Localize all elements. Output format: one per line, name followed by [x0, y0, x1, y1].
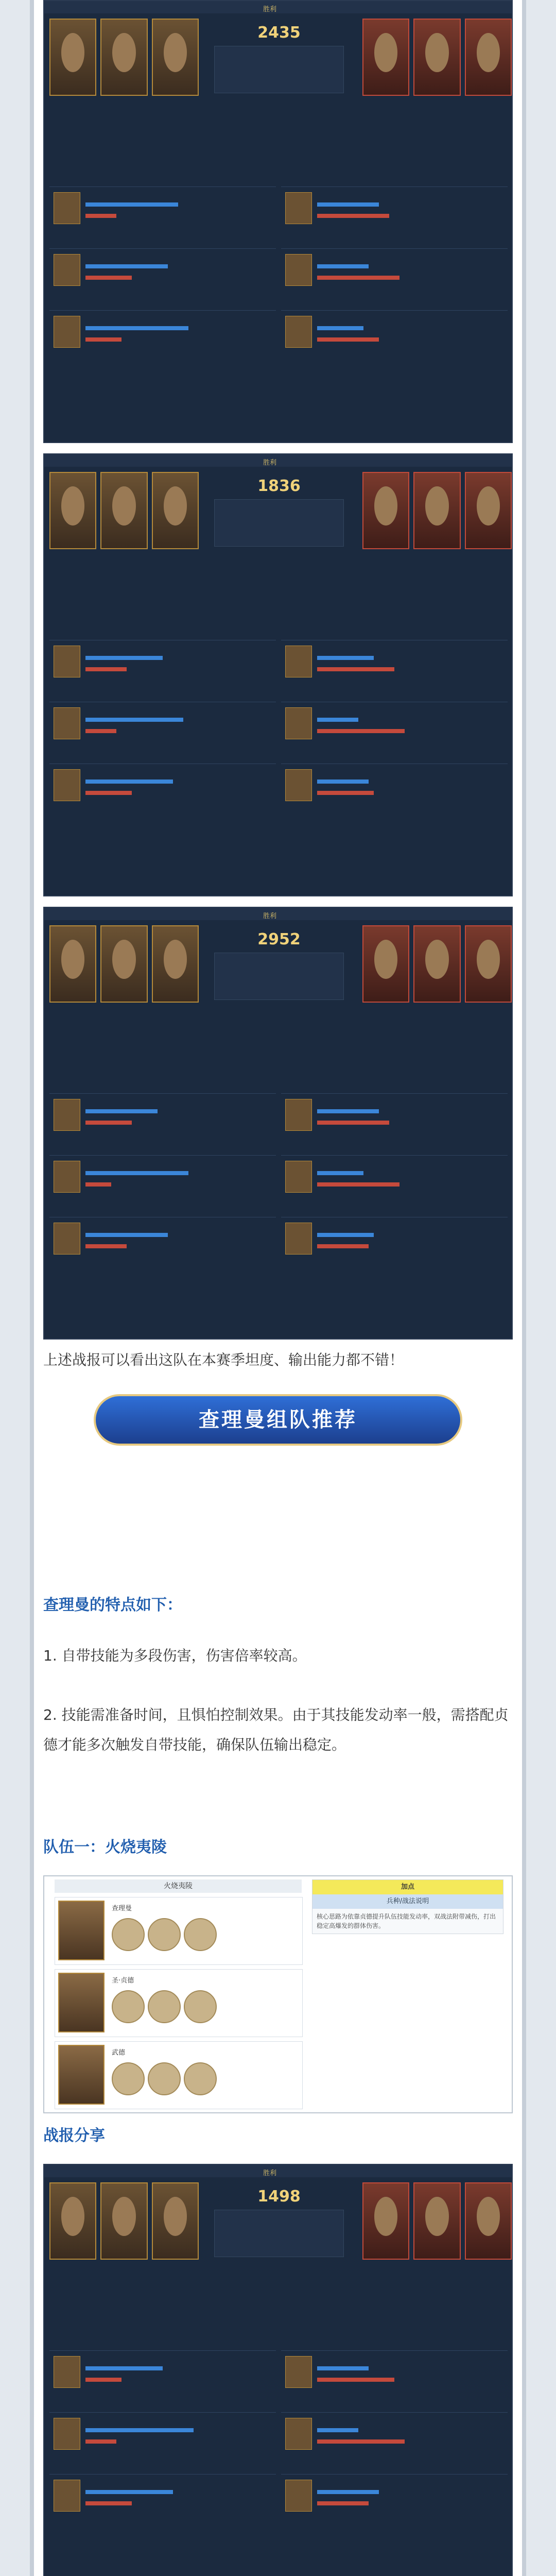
skill-icon [112, 1918, 145, 1951]
power-value: 2435 [257, 24, 301, 42]
battle-result: 胜利 [263, 459, 277, 467]
hero-name: 圣·贞德 [112, 1977, 134, 1985]
feature-point-2: 2. 技能需准备时间，且惧怕控制效果。由于其技能发动率一般，需搭配贞德才能多次触发自带技能，确保队伍输出稳定。 [43, 1706, 509, 1753]
battle-result: 胜利 [263, 912, 277, 920]
note-text: 核心思路为依靠贞德提升队伍技能发动率，双战法附带减伤，打出稳定高爆发的群体伤害。 [317, 1913, 496, 1929]
power-value: 1836 [257, 477, 301, 495]
stat-row [49, 187, 276, 239]
hero-portrait [100, 19, 147, 96]
stat-row [281, 248, 508, 300]
hero-portrait [58, 1901, 105, 1960]
battle-report-3 [43, 907, 513, 1340]
battle-header [44, 2165, 512, 2177]
battle-report-4 [43, 2164, 513, 2576]
lineup-note [312, 1879, 503, 1934]
hero-portrait [58, 1973, 105, 2032]
battle-header [44, 1, 512, 13]
attacker-side [44, 13, 199, 183]
lineup-row [55, 2041, 303, 2109]
battle-report-2 [43, 453, 513, 896]
stat-row [49, 310, 276, 362]
lineup-title: 火烧夷陵 [55, 1879, 302, 1893]
note-bar: 加点 [312, 1880, 503, 1894]
stat-row [281, 310, 508, 362]
power-value: 2952 [257, 930, 301, 948]
battle-result: 胜利 [263, 2170, 277, 2177]
hero-name: 武德 [112, 2049, 126, 2057]
battle-center [199, 13, 359, 183]
stat-row [49, 248, 276, 300]
battle-header [44, 454, 512, 467]
hero-name: 查理曼 [112, 1905, 132, 1912]
hero-portrait [152, 19, 199, 96]
feature-point-1: 1. 自带技能为多段伤害，伤害倍率较高。 [43, 1647, 307, 1664]
battle-header [44, 908, 512, 920]
lineup-row [55, 1897, 303, 1965]
battle-result: 胜利 [263, 6, 277, 13]
hero-portrait [58, 2045, 105, 2105]
section-banner [94, 1394, 462, 1446]
note-bar-2: 兵种/战法说明 [312, 1894, 503, 1909]
battle-center [199, 467, 359, 637]
features-heading: 查理曼的特点如下： [43, 1596, 182, 1614]
hero-portrait [362, 19, 409, 96]
power-value: 1498 [257, 2188, 301, 2206]
banner-title: 查理曼组队推荐 [199, 1408, 357, 1432]
defender-side [357, 13, 512, 183]
lineup-card [43, 1875, 513, 2113]
battle-report-1 [43, 0, 513, 443]
report-heading: 战报分享 [43, 2127, 105, 2145]
section1-caption: 上述战报可以看出这队在本赛季坦度、输出能力都不错！ [43, 1351, 404, 1368]
lineup-row [55, 1969, 303, 2037]
hero-portrait [465, 19, 512, 96]
attacker-side [44, 467, 199, 637]
stat-row [281, 187, 508, 239]
team1-heading: 队伍一：火烧夷陵 [43, 1838, 167, 1856]
defender-side [357, 467, 512, 637]
hero-portrait [49, 19, 96, 96]
skill-icon [184, 1918, 217, 1951]
battle-note [214, 46, 344, 93]
hero-portrait [413, 19, 460, 96]
skill-icon [148, 1918, 181, 1951]
